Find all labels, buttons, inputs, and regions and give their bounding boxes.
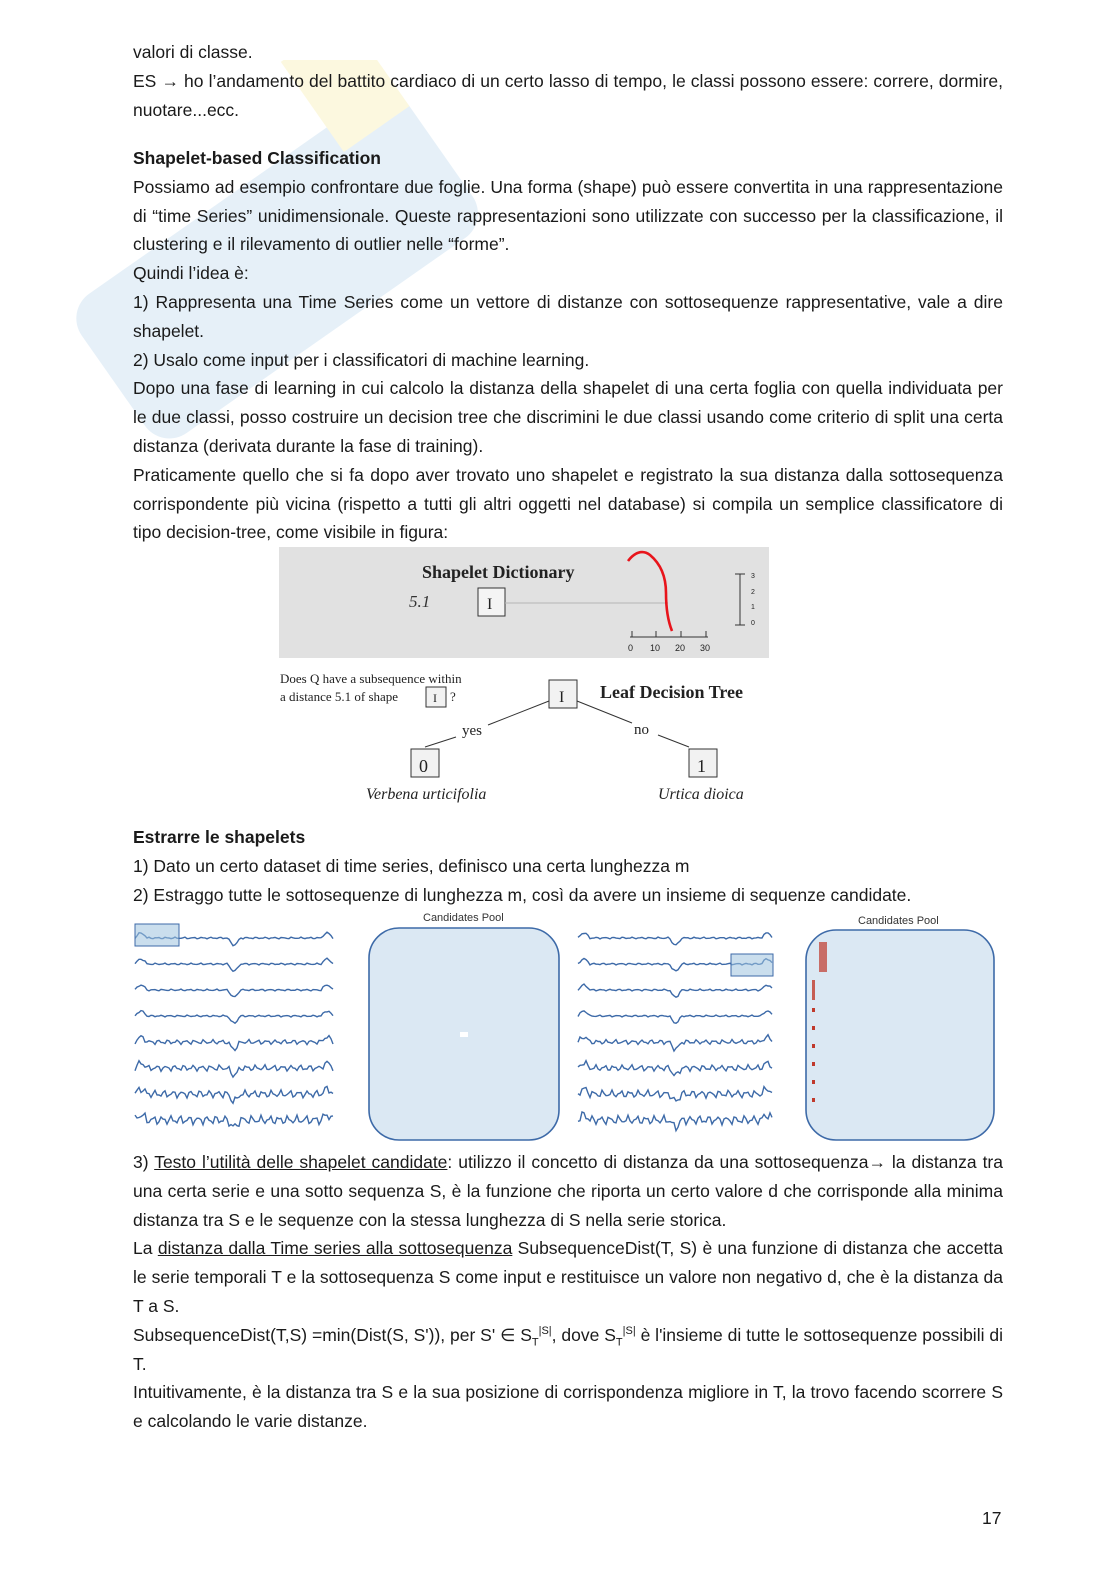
figure-decision-tree [278,547,770,812]
no-edge-upper [577,701,632,723]
x-tick-10: 10 [650,643,661,653]
leaf-right-value: 1 [697,756,706,776]
dictionary-title: Shapelet Dictionary [422,562,575,582]
pool-1-marker [460,1032,468,1037]
yes-edge-lower [425,737,456,747]
leaf-left-value: 0 [419,756,428,776]
paragraph-practice: Praticamente quello che si fa dopo aver trovato uno shapelet e registrato la sua distanza dalla sottosequenza corrispondente più vicina (rispetto a tutti gli altri oggetti nel database) si compila un semplice classificatore di tipo decision-tree, come visibile in figura: [133,464,1003,543]
intro-line-1: valori di classe. [133,42,253,62]
candidates-pool-2 [806,930,994,1140]
time-series-line [578,933,772,945]
x-tick-20: 20 [675,643,686,653]
time-series-line [578,1087,772,1101]
definition-paragraph: La distanza dalla Time series alla sottosequenza SubsequenceDist(T, S) è una funzione di distanza che accetta le serie temporali T e la sottosequenza S come input e restituisce un valore non negativo d, che è la distanza da T a S. [133,1238,1003,1316]
question-mark: ? [450,689,456,704]
time-series-line [135,1036,333,1051]
extract-step-2: 2) Estraggo tutte le sottosequenze di lunghezza m, così da avere un insieme di sequenze candidate. [133,884,912,905]
tree-title: Leaf Decision Tree [600,682,743,702]
question-line-2: a distance 5.1 of shape [280,689,399,704]
intro-example: ES → ho l’andamento del battito cardiaco di un certo lasso di tempo, le classi possono essere: correre, dormire, nuotare...ecc. [133,70,1003,120]
question-line-1: Does Q have a subsequence within [280,671,462,686]
x-tick-30: 30 [700,643,711,653]
section-heading-shapelet: Shapelet-based Classification [133,148,381,168]
distance-value: 5.1 [409,592,431,611]
pool-title-2: Candidates Pool [858,915,939,927]
leaf-left-label: Verbena urticifolia [366,786,487,803]
no-label: no [634,722,649,738]
intro-block [133,38,1003,124]
x-tick-0: 0 [628,643,634,653]
time-series-line [578,1011,772,1023]
formula-paragraph: SubsequenceDist(T,S) =min(Dist(S, S')), per S' ∈ $S_T^{|S|}$, dove $S_T^{|S|}$ è l'insieme di tutte le sottosequenze possibili di T. [133,1324,1003,1374]
sliding-window-left [135,924,179,946]
paragraph-shapes: Possiamo ad esempio confrontare due foglie. Una forma (shape) può essere convertita in una rappresentazione di “time Series” unidimensionale. Queste rappresentazioni sono utilizzate con successo per la classificazione, il clustering e il rilevamento di outlier nelle “forme”. [133,176,1003,255]
time-series-group-left [135,932,333,1126]
leaf-right-label: Urtica dioica [658,786,744,803]
page-number: 17 [982,1508,1002,1528]
step-3-link[interactable]: Testo l’utilità delle shapelet candidate [154,1152,448,1172]
utility-section [133,1148,1003,1436]
yes-edge-upper [488,701,549,725]
definition-link[interactable]: distanza dalla Time series alla sottosequenza [157,1238,513,1259]
time-series-line [578,984,772,997]
pool-title-1: Candidates Pool [423,912,504,924]
no-edge-lower [658,735,689,747]
extract-step-1: 1) Dato un certo dataset di time series, definisco una certa lunghezza m [133,855,690,876]
step-3-paragraph: 3) Testo l’utilità delle shapelet candidate: utilizzo il concetto di distanza da una sottosequenza→ la distanza tra una certa serie e una sotto sequenza S, è la funzione che riporta un certo valore d che corrisponde alla minima distanza tra S e le sequenze con la stessa lunghezza di S nella serie storica. [133,1152,1003,1230]
time-series-line [135,1113,333,1126]
paragraph-step-1: 1) Rappresenta una Time Series come un vettore di distanze con sottosequenze rappresentative, vale a dire shapelet. [133,291,1003,341]
shapelet-box-symbol: I [487,596,493,613]
y-tick-1: 1 [751,604,755,611]
figure-candidates-pool [133,908,1003,1144]
extract-section [133,823,1003,909]
time-series-line [578,1112,772,1131]
section-heading-extract: Estrarre le shapelets [133,827,306,847]
paragraph-step-2: 2) Usalo come input per i classificatori di machine learning. [133,349,590,370]
tree-root-symbol: I [559,689,565,706]
time-series-line [135,1061,333,1077]
time-series-line [578,1061,772,1076]
time-series-line [578,1035,772,1051]
y-tick-3: 3 [751,573,755,580]
sliding-window-right [731,954,773,976]
time-series-line [135,1011,333,1024]
time-series-line [135,1086,333,1103]
paragraph-idea: Quindi l’idea è: [133,263,249,284]
intuition-paragraph: Intuitivamente, è la distanza tra S e la sua posizione di corrispondenza migliore in T, la trovo facendo scorrere S e calcolando le varie distanze. [133,1382,1003,1432]
yes-label: yes [462,723,482,739]
y-tick-2: 2 [751,589,755,596]
time-series-line [135,958,333,971]
y-tick-0: 0 [751,620,755,627]
shapelet-section [133,144,1003,547]
time-series-line [135,985,333,996]
question-shape-symbol: I [433,691,437,705]
paragraph-learning: Dopo una fase di learning in cui calcolo la distanza della shapelet di una certa foglia con quella individuata per le due classi, posso costruire un decision tree che discrimini le due classi usando come criterio di split una certa distanza (derivata durante la fase di training). [133,378,1003,456]
